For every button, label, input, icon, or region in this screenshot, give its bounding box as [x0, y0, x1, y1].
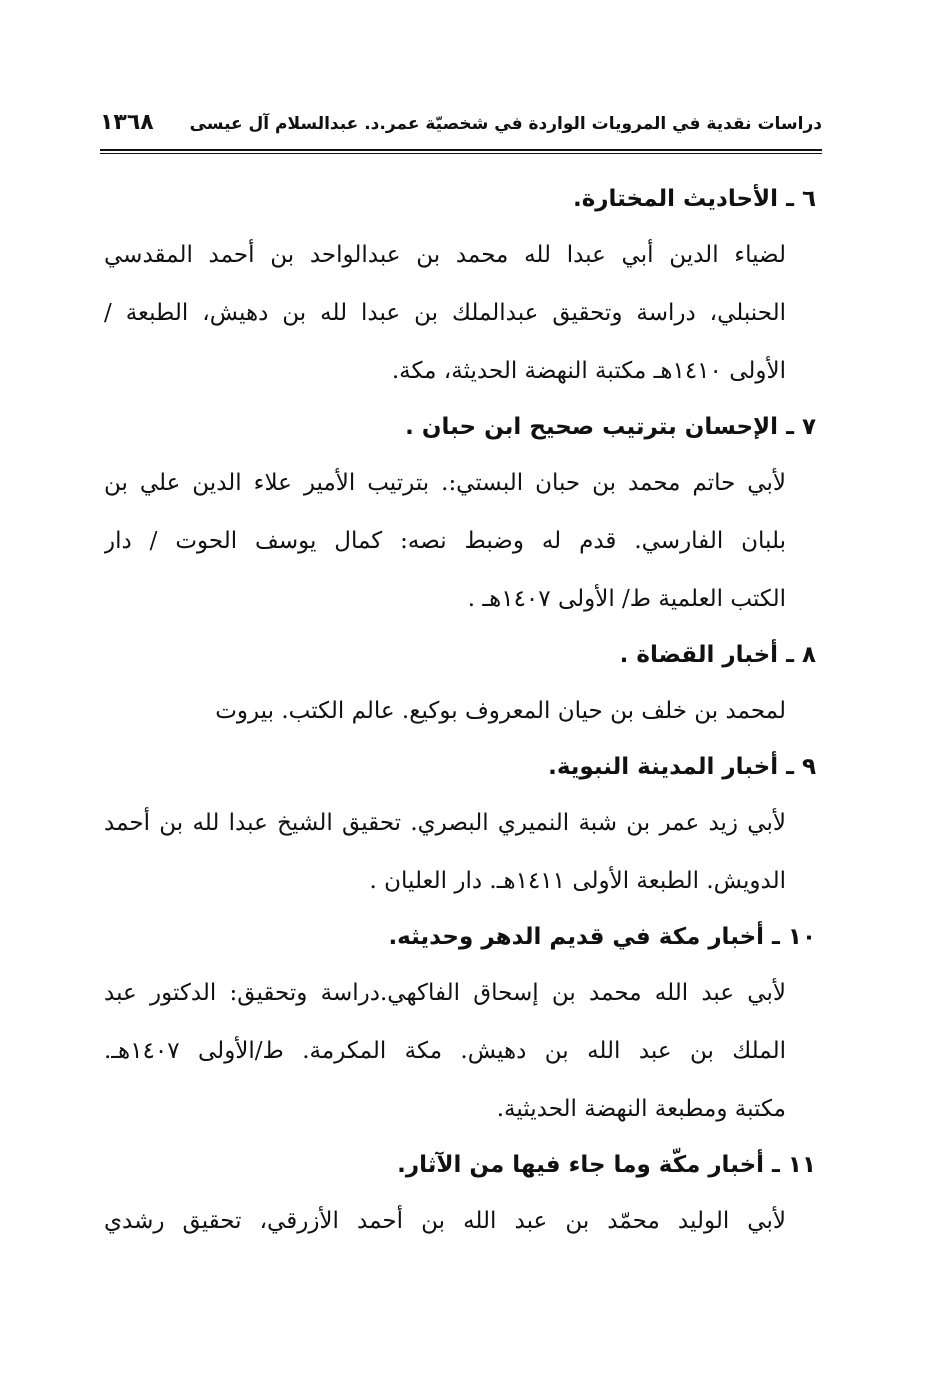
entry-line: الملك بن عبد الله بن دهيش. مكة المكرمة. ط/الأولى ١٤٠٧هـ.: [104, 1038, 786, 1064]
entry-heading: ٧ ـ الإحسان بترتيب صحيح ابن حبان .: [405, 414, 816, 440]
bibliography-entry-6: [104, 172, 816, 400]
entry-line: لأبي الوليد محمّد بن عبد الله بن أحمد الأزرقي، تحقيق رشدي: [104, 1208, 786, 1234]
entry-line: لأبي حاتم محمد بن حبان البستي:. بترتيب الأمير علاء الدين علي بن: [104, 470, 786, 496]
entry-heading: ٦ ـ الأحاديث المختارة.: [572, 186, 816, 212]
entry-heading: ٩ ـ أخبار المدينة النبوية.: [548, 754, 816, 780]
entry-body: [104, 226, 816, 400]
entry-line: الكتب العلمية ط/ الأولى ١٤٠٧هـ .: [467, 586, 786, 612]
bibliography-entry-8: [104, 628, 816, 740]
entry-line: مكتبة ومطبعة النهضة الحديثية.: [496, 1096, 786, 1122]
entry-heading: ١١ ـ أخبار مكّة وما جاء فيها من الآثار.: [397, 1152, 816, 1178]
page-number: ١٣٦٨: [100, 110, 154, 135]
entry-body: [104, 682, 816, 740]
entry-line: الحنبلي، دراسة وتحقيق عبدالملك بن عبدا لله بن دهيش، الطبعة /: [104, 300, 786, 326]
entry-line: الأولى ١٤١٠هـ مكتبة النهضة الحديثة، مكة.: [391, 358, 786, 384]
header-rule-thin: [100, 153, 822, 154]
entry-line: الدويش. الطبعة الأولى ١٤١١هـ. دار العليان .: [369, 868, 786, 894]
bibliography-entry-7: [104, 400, 816, 628]
entry-heading: ٨ ـ أخبار القضاة .: [619, 642, 816, 668]
entry-body: [104, 454, 816, 628]
entry-body: [104, 1192, 816, 1250]
running-header: [100, 108, 822, 148]
bibliography-entry-9: [104, 740, 816, 910]
entry-line: بلبان الفارسي. قدم له وضبط نصه: كمال يوسف الحوت / دار: [104, 528, 786, 554]
entry-heading: ١٠ ـ أخبار مكة في قديم الدهر وحديثه.: [388, 924, 816, 950]
header-rule: [100, 149, 822, 151]
bibliography-entry-11: [104, 1138, 816, 1250]
entry-body: [104, 964, 816, 1138]
entry-line: لضياء الدين أبي عبدا لله محمد بن عبدالواحد بن أحمد المقدسي: [104, 242, 786, 268]
entry-line: لمحمد بن خلف بن حيان المعروف بوكيع. عالم الكتب. بيروت: [215, 698, 786, 724]
entry-line: لأبي زيد عمر بن شبة النميري البصري. تحقيق الشيخ عبدا لله بن أحمد: [104, 810, 786, 836]
bibliography-list: [104, 172, 816, 1250]
header-title: دراسات نقدية في المرويات الواردة في شخصيّة عمر.د. عبدالسلام آل عيسى: [189, 114, 822, 134]
entry-line: لأبي عبد الله محمد بن إسحاق الفاكهي.دراسة وتحقيق: الدكتور عبد: [104, 980, 786, 1006]
bibliography-entry-10: [104, 910, 816, 1138]
entry-body: [104, 794, 816, 910]
